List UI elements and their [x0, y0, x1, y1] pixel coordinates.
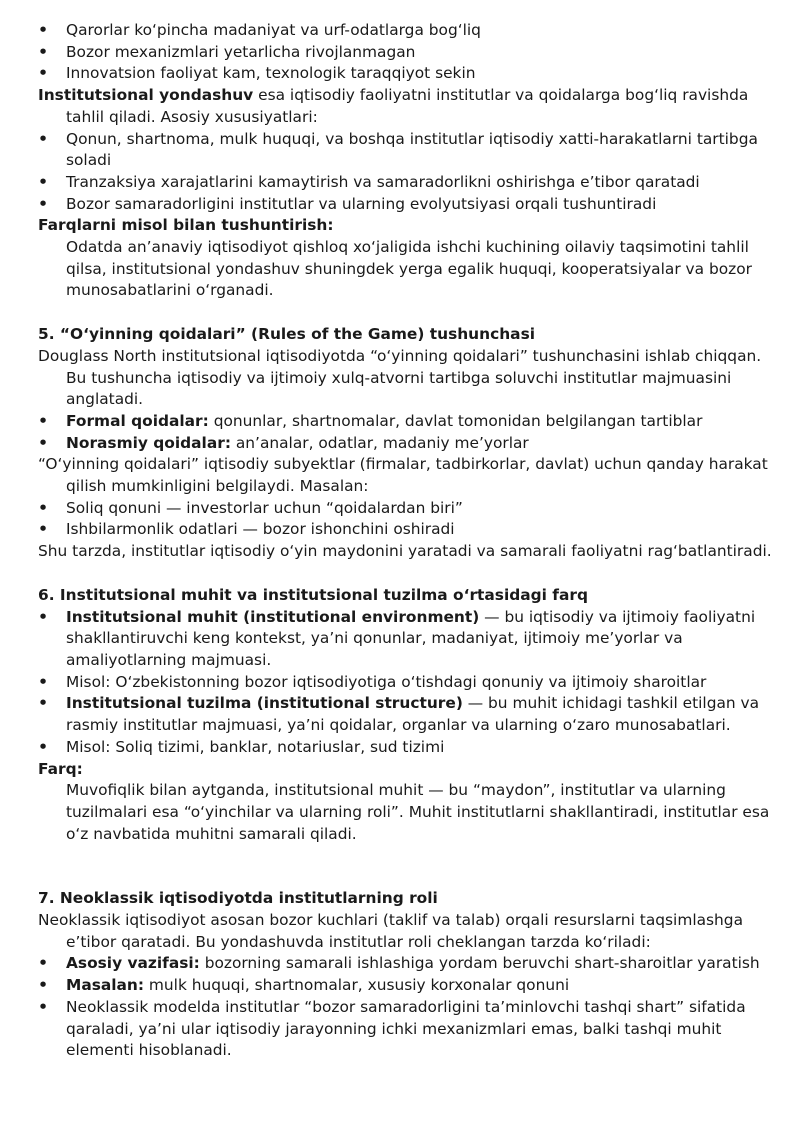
list-item: • Qarorlar ko‘pincha madaniyat va urf-odatlarga bog‘liq — [38, 20, 778, 42]
section-6-heading: 6. Institutsional muhit va institutsional tuzilma o‘rtasidagi farq — [38, 585, 588, 604]
bullet-icon: • — [38, 433, 48, 452]
bullet-icon: • — [38, 737, 48, 756]
section-5-intro: Douglass North institutsional iqtisodiyotda “o‘yinning qoidalari” tushunchasini ishlab chiqqan. Bu tushuncha iqtisodiy va ijtimoiy xulq-atvorni tartibga soluvchi institutlar majmuasini anglatadi. — [38, 346, 762, 409]
bullet-icon: • — [38, 976, 48, 995]
list-item: • Asosiy vazifasi: bozorning samarali ishlashiga yordam beruvchi shart-sharoitlar yaratish — [38, 953, 778, 975]
difference-text: Muvofiqlik bilan aytganda, institutsional muhit — bu “maydon”, institutlar va ularning tuzilmalari esa “o‘yinchilar va ularning roli”. Muhit institutlarni shakllantiradi, institutlar esa o‘z navbatida muhitni samarali qiladi. — [66, 781, 770, 843]
list-item: • Ishbilarmonlik odatlari — bozor ishonchini oshiradi — [38, 519, 778, 541]
bullet-icon: • — [38, 498, 48, 517]
list-item: • Bozor samaradorligini institutlar va ularning evolyutsiyasi orqali tushuntiradi — [38, 194, 778, 216]
bullet-icon: • — [38, 194, 48, 213]
list-item: • Bozor mexanizmlari yetarlicha rivojlanmagan — [38, 42, 778, 64]
list-item: • Soliq qonuni — investorlar uchun “qoidalardan biri” — [38, 498, 778, 520]
list-item: • Misol: O‘zbekistonning bozor iqtisodiyotiga o‘tishdagi qonuniy va ijtimoiy sharoitlar — [38, 672, 778, 694]
bullet-icon: • — [38, 411, 48, 430]
list-item: • Qonun, shartnoma, mulk huquqi, va boshqa institutlar iqtisodiy xatti-harakatlarni tartibga soladi — [38, 129, 758, 170]
bullet-icon: • — [38, 520, 48, 539]
bullet-icon: • — [38, 607, 48, 626]
differences-heading: Farqlarni misol bilan tushuntirish: — [38, 216, 334, 235]
bullet-icon: • — [38, 129, 48, 148]
list-item: • Institutsional muhit (institutional environment) — bu iqtisodiy va ijtimoiy faoliyatni shakllantiruvchi keng kontekst, ya’ni qonunlar, madaniyat, ijtimoiy me’yorlar va amaliyotlarning majmuasi. — [38, 607, 756, 669]
bullet-icon: • — [38, 954, 48, 973]
list-item: • Institutsional tuzilma (institutional structure) — bu muhit ichidagi tashkil etilgan va rasmiy institutlar majmuasi, ya’ni qoidalar, organlar va ularning o‘zaro munosabatlari. — [38, 694, 760, 735]
bullet-icon: • — [38, 172, 48, 191]
section-5-conclusion: Shu tarzda, institutlar iqtisodiy o‘yin maydonini yaratadi va samarali faoliyatni rag‘batlantiradi. — [38, 542, 772, 561]
document-page — [38, 20, 778, 1062]
list-item: • Tranzaksiya xarajatlarini kamaytirish va samaradorlikni oshirishga e’tibor qaratadi — [38, 172, 778, 194]
list-item: • Innovatsion faoliyat kam, texnologik taraqqiyot sekin — [38, 63, 778, 85]
section-7-heading: 7. Neoklassik iqtisodiyotda institutlarning roli — [38, 889, 438, 908]
list-item: • Masalan: mulk huquqi, shartnomalar, xususiy korxonalar qonuni — [38, 975, 778, 997]
institutional-approach-term: Institutsional yondashuv — [38, 86, 254, 105]
section-5-heading: 5. “O‘yinning qoidalari” (Rules of the Game) tushunchasi — [38, 325, 536, 344]
section-5-paragraph: “O‘yinning qoidalari” iqtisodiy subyektlar (firmalar, tadbirkorlar, davlat) uchun qanday harakat qilish mumkinligini belgilaydi. Masalan: — [38, 455, 768, 496]
list-item: • Misol: Soliq tizimi, banklar, notariuslar, sud tizimi — [38, 737, 778, 759]
bullet-icon: • — [38, 21, 48, 39]
list-item: • Norasmiy qoidalar: an’analar, odatlar, madaniy me’yorlar — [38, 433, 778, 455]
institutional-approach-paragraph: Institutsional yondashuv esa iqtisodiy faoliyatni institutlar va qoidalarga bog‘liq ravishda tahlil qiladi. Asosiy xususiyatlari: — [38, 86, 749, 126]
differences-text: Odatda an’anaviy iqtisodiyot qishloq xo‘jaligida ishchi kuchining oilaviy taqsimotini tahlil qilsa, institutsional yondashuv shuningdek yerga egalik huquqi, kooperatsiyalar va bozor munosabatlarini o‘rganadi. — [66, 238, 752, 300]
bullet-icon: • — [38, 42, 48, 61]
bullet-icon: • — [38, 694, 48, 713]
bullet-icon: • — [38, 64, 48, 83]
list-item: • Formal qoidalar: qonunlar, shartnomalar, davlat tomonidan belgilangan tartiblar — [38, 411, 778, 433]
bullet-icon: • — [38, 997, 48, 1016]
list-item: • Neoklassik modelda institutlar “bozor samaradorligini ta’minlovchi tashqi shart” sifatida qaraladi, ya’ni ular iqtisodiy jarayonning ichki mexanizmlari emas, balki tashqi muhit elementi hisoblanadi. — [38, 997, 746, 1060]
section-7-intro: Neoklassik iqtisodiyot asosan bozor kuchlari (taklif va talab) orqali resurslarni taqsimlashga e’tibor qaratadi. Bu yondashuvda institutlar roli cheklangan tarzda ko‘riladi: — [38, 911, 743, 951]
bullet-icon: • — [38, 672, 48, 691]
difference-heading: Farq: — [38, 759, 83, 778]
